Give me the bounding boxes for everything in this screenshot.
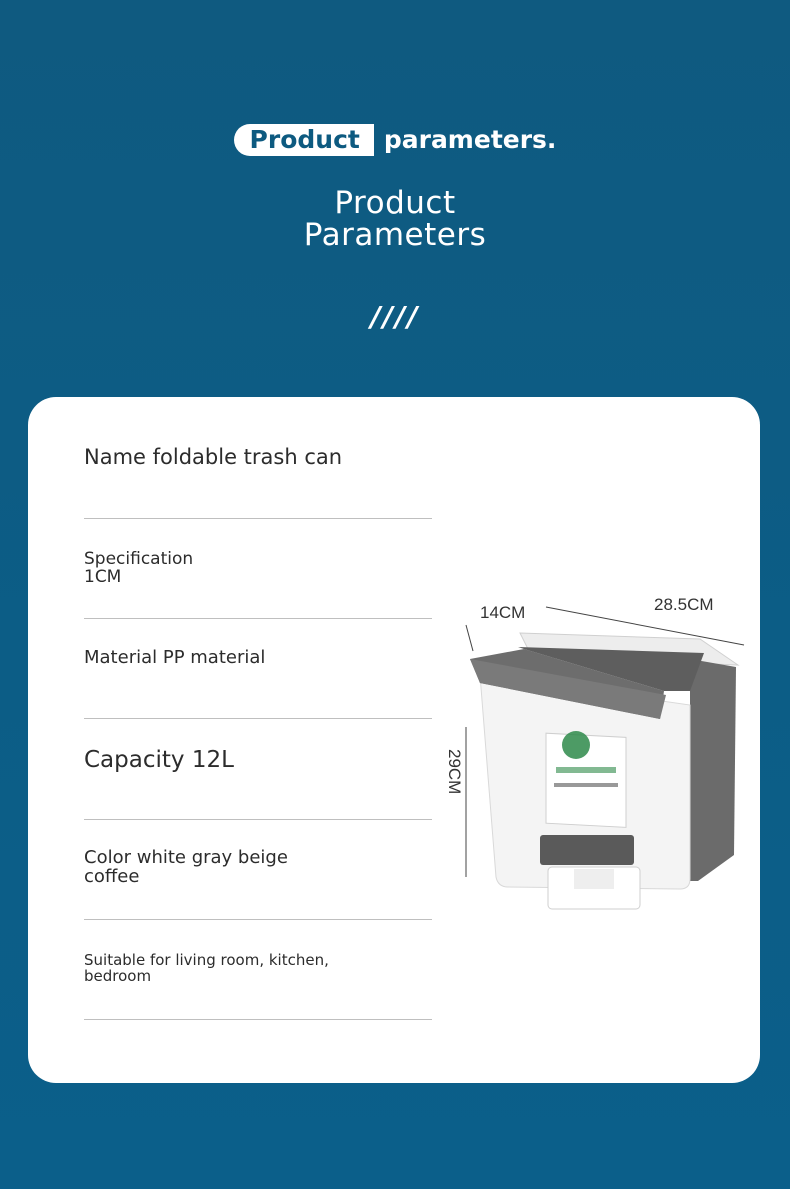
heading-tail: parameters. [383,125,557,154]
divider [84,618,432,619]
spec-row-name [84,445,432,469]
depth-label: 14CM [480,603,526,622]
spec-row-suitable [84,952,432,984]
divider [84,518,432,519]
spec-row-color [84,848,432,886]
spec-color-line-2: coffee [84,866,140,887]
product-illustration [428,587,758,957]
spec-row-capacity [84,747,432,773]
subtitle-line-2: Parameters [303,217,487,253]
heading-badge: Product [234,124,374,156]
width-label: 28.5CM [654,595,714,614]
section-heading [0,124,790,156]
spec-name: Name foldable trash can [84,445,343,469]
spec-specification-value: 1CM [84,567,122,587]
trash-can-image [428,587,758,957]
spec-row-specification [84,550,432,586]
spec-row-material [84,647,432,668]
divider [84,919,432,920]
divider [84,1019,432,1020]
divider [84,718,432,719]
spec-suitable-line-1: Suitable for living room, kitchen, [84,951,329,969]
height-label: 29CM [445,749,464,795]
spec-specification-label: Specification [84,549,194,569]
slash-decoration: //// [370,300,420,333]
page-subtitle [0,187,790,251]
parameters-card [28,397,760,1083]
spec-suitable-line-2: bedroom [84,967,152,985]
subtitle-line-1: Product [334,185,456,221]
spec-capacity: Capacity 12L [84,747,234,773]
spec-material: Material PP material [84,647,266,668]
divider [84,819,432,820]
spec-color-line-1: Color white gray beige [84,847,288,868]
